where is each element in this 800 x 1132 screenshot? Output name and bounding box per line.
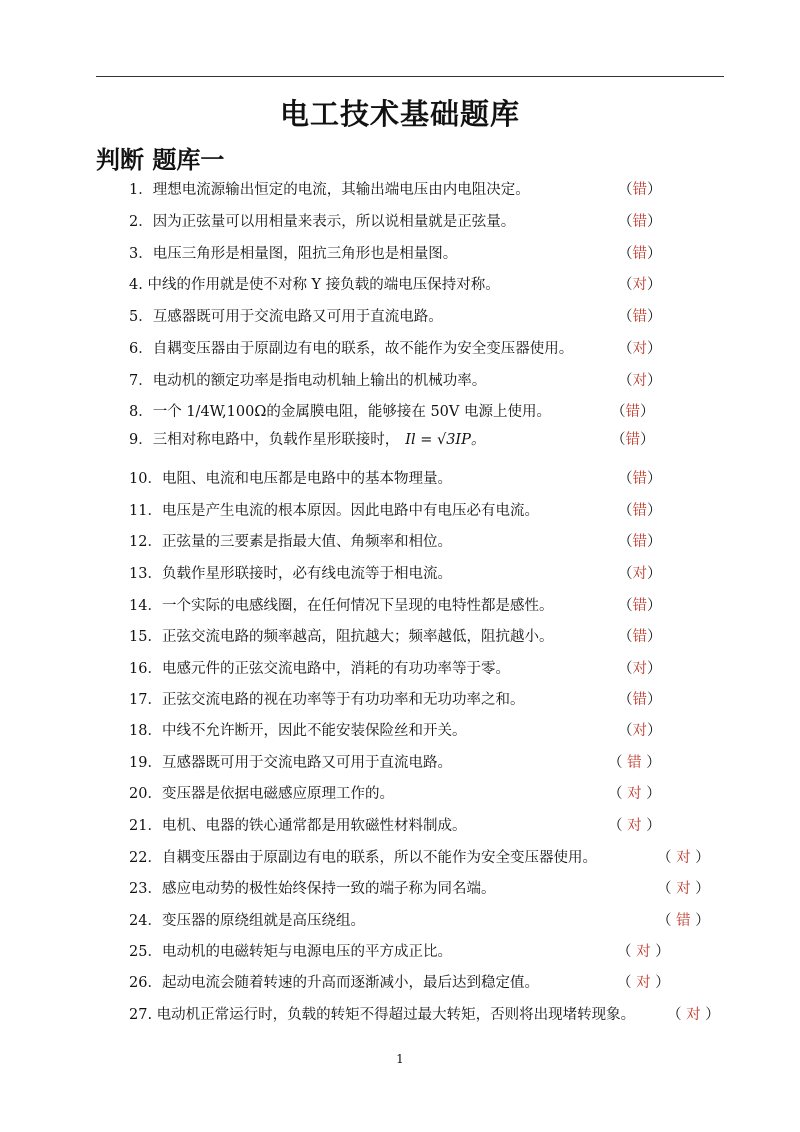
open-paren: （ <box>618 341 633 357</box>
answer-value: 错 <box>632 692 647 708</box>
question-text <box>129 625 553 646</box>
question-statement: 24．变压器的原绕组就是高压绕组。 <box>129 913 365 929</box>
answer-mark <box>667 1003 720 1024</box>
answer-mark <box>618 657 662 678</box>
question-text <box>129 178 530 199</box>
answer-value: 对 <box>636 944 651 960</box>
answer-mark <box>618 273 662 294</box>
close-paren: ） <box>647 341 662 357</box>
question-text <box>129 594 553 615</box>
question-statement: 1．理想电流源输出恒定的电流，其输出端电压由内电阻决定。 <box>129 182 530 198</box>
close-paren: ） <box>641 786 661 802</box>
answer-mark <box>657 909 710 930</box>
question-statement: 18．中线不允许断开，因此不能安装保险丝和开关。 <box>129 723 467 739</box>
open-paren: （ <box>608 755 628 771</box>
answer-mark <box>618 337 662 358</box>
question-statement: 15．正弦交流电路的频率越高，阻抗越大；频率越低，阻抗越小。 <box>129 629 554 645</box>
question-text <box>129 400 551 421</box>
answer-mark <box>618 562 662 583</box>
question-statement: 9．三相对称电路中，负载作星形联接时， <box>129 432 400 448</box>
question-text <box>129 530 452 551</box>
open-paren: （ <box>618 598 633 614</box>
open-paren: （ <box>618 534 633 550</box>
question-statement: 26．起动电流会随着转速的升高而逐渐减小，最后达到稳定值。 <box>129 975 539 991</box>
answer-mark <box>618 178 662 199</box>
answer-value: 对 <box>676 850 691 866</box>
close-paren: ） <box>690 913 710 929</box>
question-text <box>129 305 443 326</box>
question-statement: 14．一个实际的电感线圈，在任何情况下呈现的电特性都是感性。 <box>129 598 554 614</box>
question-text <box>129 467 452 488</box>
question-text <box>129 369 486 390</box>
close-paren: ） <box>690 850 710 866</box>
open-paren: （ <box>618 471 633 487</box>
question-text <box>129 657 510 678</box>
question-text <box>129 751 452 772</box>
question-text <box>129 814 466 835</box>
question-text <box>129 688 524 709</box>
close-paren: ） <box>641 818 661 834</box>
answer-value: 错 <box>632 629 647 645</box>
answer-value: 错 <box>632 471 647 487</box>
close-paren: ） <box>647 373 662 389</box>
question-text <box>129 337 573 358</box>
question-text <box>129 273 500 294</box>
open-paren: （ <box>618 373 633 389</box>
question-statement: 25．电动机的电磁转矩与电源电压的平方成正比。 <box>129 944 452 960</box>
answer-mark <box>617 971 670 992</box>
question-text <box>129 499 539 520</box>
answer-mark <box>618 688 662 709</box>
open-paren: （ <box>608 786 628 802</box>
close-paren: ） <box>647 534 662 550</box>
answer-value: 对 <box>632 341 647 357</box>
answer-value: 对 <box>632 277 647 293</box>
open-paren: （ <box>618 309 633 325</box>
answer-mark <box>617 940 670 961</box>
answer-mark <box>618 499 662 520</box>
open-paren: （ <box>617 944 637 960</box>
answer-value: 错 <box>627 755 642 771</box>
close-paren: ） <box>647 723 662 739</box>
answer-value: 错 <box>625 432 640 448</box>
document-title: 电工技术基础题库 <box>279 97 520 131</box>
close-paren: ） <box>641 755 661 771</box>
answer-value: 错 <box>632 598 647 614</box>
open-paren: （ <box>608 818 628 834</box>
answer-value: 错 <box>632 246 647 262</box>
answer-mark <box>618 625 662 646</box>
close-paren: ） <box>650 944 670 960</box>
answer-mark <box>618 719 662 740</box>
section-heading: 判断 题库一 <box>96 145 225 174</box>
question-text <box>129 940 452 961</box>
question-statement: 27. 电动机正常运行时，负载的转矩不得超过最大转矩，否则将出现堵转现象。 <box>129 1007 636 1023</box>
open-paren: （ <box>667 1007 687 1023</box>
answer-value: 对 <box>636 975 651 991</box>
close-paren: ） <box>647 277 662 293</box>
header-rule <box>96 76 724 77</box>
close-paren: ） <box>647 503 662 519</box>
answer-mark <box>608 814 661 835</box>
answer-value: 错 <box>632 503 647 519</box>
answer-mark <box>611 428 655 449</box>
question-statement: 16．电感元件的正弦交流电路中，消耗的有功功率等于零。 <box>129 661 510 677</box>
open-paren: （ <box>618 629 633 645</box>
question-statement: 8．一个 1/4W,100Ω的金属膜电阻，能够接在 50V 电源上使用。 <box>129 404 551 420</box>
question-text <box>129 210 515 231</box>
question-statement: 10．电阻、电流和电压都是电路中的基本物理量。 <box>129 471 452 487</box>
open-paren: （ <box>618 723 633 739</box>
answer-value: 错 <box>632 182 647 198</box>
answer-mark <box>618 242 662 263</box>
close-paren: ） <box>647 214 662 230</box>
answer-value: 对 <box>686 1007 701 1023</box>
answer-value: 对 <box>632 373 647 389</box>
open-paren: （ <box>657 881 677 897</box>
close-paren: ） <box>650 975 670 991</box>
question-text <box>129 428 485 449</box>
question-text <box>129 877 495 898</box>
question-statement: 23．感应电动势的极性始终保持一致的端子称为同名端。 <box>129 881 496 897</box>
answer-value: 对 <box>632 723 647 739</box>
answer-value: 错 <box>676 913 691 929</box>
close-paren: ） <box>640 432 655 448</box>
close-paren: ） <box>647 661 662 677</box>
question-statement: 12．正弦量的三要素是指最大值、角频率和相位。 <box>129 534 452 550</box>
open-paren: （ <box>618 692 633 708</box>
question-text <box>129 846 597 867</box>
question-text <box>129 782 394 803</box>
answer-value: 错 <box>625 404 640 420</box>
answer-mark <box>618 530 662 551</box>
answer-value: 对 <box>632 661 647 677</box>
answer-mark <box>618 210 662 231</box>
question-text <box>129 242 457 263</box>
question-statement: 20．变压器是依据电磁感应原理工作的。 <box>129 786 394 802</box>
close-paren: ） <box>647 246 662 262</box>
question-statement: 7．电动机的额定功率是指电动机轴上输出的机械功率。 <box>129 373 487 389</box>
answer-value: 对 <box>676 881 691 897</box>
question-text <box>129 971 539 992</box>
formula: Il = √3IP。 <box>405 432 486 448</box>
question-statement: 13．负载作星形联接时，必有线电流等于相电流。 <box>129 566 452 582</box>
answer-mark <box>657 846 710 867</box>
answer-value: 错 <box>632 534 647 550</box>
close-paren: ） <box>647 566 662 582</box>
question-statement: 4. 中线的作用就是使不对称 Y 接负载的端电压保持对称。 <box>129 277 500 293</box>
question-statement: 2．因为正弦量可以用相量来表示，所以说相量就是正弦量。 <box>129 214 516 230</box>
close-paren: ） <box>647 629 662 645</box>
close-paren: ） <box>647 598 662 614</box>
answer-mark <box>608 782 661 803</box>
open-paren: （ <box>657 913 677 929</box>
close-paren: ） <box>647 182 662 198</box>
open-paren: （ <box>618 182 633 198</box>
open-paren: （ <box>657 850 677 866</box>
close-paren: ） <box>647 309 662 325</box>
close-paren: ） <box>647 692 662 708</box>
close-paren: ） <box>647 471 662 487</box>
answer-mark <box>608 751 661 772</box>
question-statement: 21．电机、电器的铁心通常都是用软磁性材料制成。 <box>129 818 467 834</box>
answer-value: 对 <box>627 818 642 834</box>
question-statement: 22．自耦变压器由于原副边有电的联系，所以不能作为安全变压器使用。 <box>129 850 597 866</box>
question-text <box>129 562 452 583</box>
close-paren: ） <box>690 881 710 897</box>
open-paren: （ <box>618 246 633 262</box>
answer-value: 错 <box>632 214 647 230</box>
open-paren: （ <box>611 404 626 420</box>
page-number: 1 <box>396 1052 404 1066</box>
open-paren: （ <box>617 975 637 991</box>
open-paren: （ <box>611 432 626 448</box>
close-paren: ） <box>640 404 655 420</box>
answer-value: 错 <box>632 309 647 325</box>
question-statement: 6．自耦变压器由于原副边有电的联系，故不能作为安全变压器使用。 <box>129 341 574 357</box>
open-paren: （ <box>618 277 633 293</box>
question-statement: 5．互感器既可用于交流电路又可用于直流电路。 <box>129 309 443 325</box>
question-text <box>129 1003 635 1024</box>
answer-value: 对 <box>632 566 647 582</box>
answer-mark <box>618 467 662 488</box>
answer-mark <box>618 594 662 615</box>
answer-mark <box>657 877 710 898</box>
answer-value: 对 <box>627 786 642 802</box>
question-statement: 3．电压三角形是相量图，阻抗三角形也是相量图。 <box>129 246 458 262</box>
question-text <box>129 909 365 930</box>
question-statement: 19．互感器既可用于交流电路又可用于直流电路。 <box>129 755 452 771</box>
answer-mark <box>618 369 662 390</box>
open-paren: （ <box>618 566 633 582</box>
open-paren: （ <box>618 503 633 519</box>
open-paren: （ <box>618 214 633 230</box>
close-paren: ） <box>700 1007 720 1023</box>
answer-mark <box>618 305 662 326</box>
answer-mark <box>611 400 655 421</box>
question-statement: 11．电压是产生电流的根本原因。因此电路中有电压必有电流。 <box>129 503 539 519</box>
question-statement: 17．正弦交流电路的视在功率等于有功功率和无功功率之和。 <box>129 692 525 708</box>
question-text <box>129 719 466 740</box>
open-paren: （ <box>618 661 633 677</box>
